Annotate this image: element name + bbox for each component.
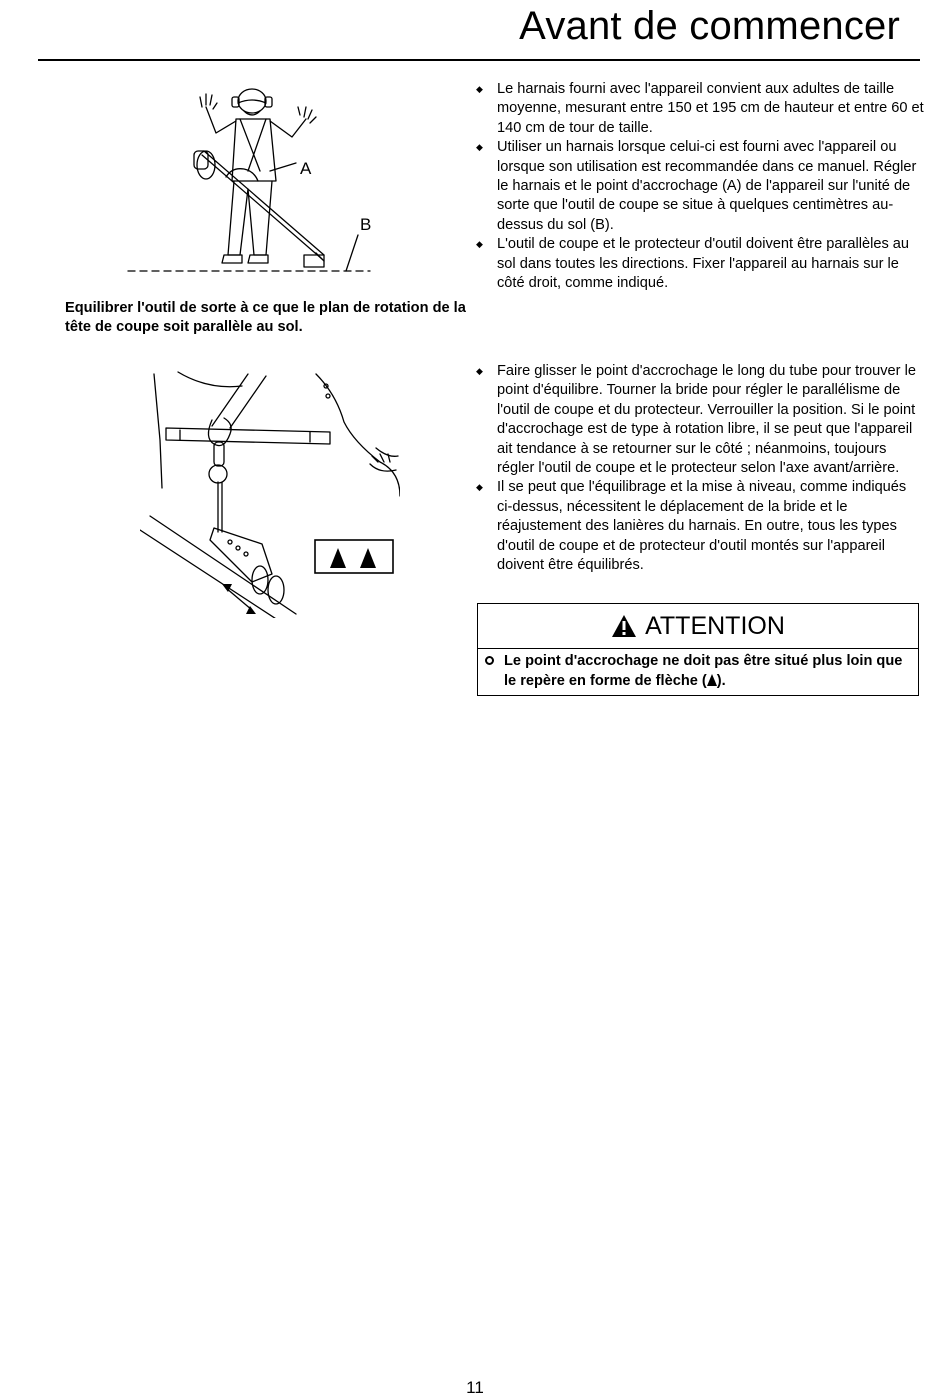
diamond-bullet-icon: ◆: [476, 239, 483, 250]
arrow-mark-box: [315, 540, 393, 573]
page-title: Avant de commencer: [519, 4, 900, 48]
list-item: ◆ Le harnais fourni avec l'appareil convient aux adultes de taille moyenne, mesurant entre 150 et 195 cm de hauteur et entre 60 et 140 cm de tour de taille.: [476, 81, 924, 136]
warning-triangle-icon: [611, 614, 637, 638]
title-rule: [38, 59, 920, 61]
figure-caption: Equilibrer l'outil de sorte à ce que le plan de rotation de la tête de coupe soit parallèle au sol.: [65, 300, 466, 335]
operator-trimmer-illustration: [120, 85, 380, 290]
page-number: 11: [466, 1378, 484, 1397]
attention-text: Le point d'accrochage ne doit pas être situé plus loin que le repère en forme de flèche ( ).: [478, 649, 918, 691]
label-a: A: [300, 159, 312, 178]
diamond-bullet-icon: ◆: [476, 84, 483, 94]
diamond-bullet-icon: ◆: [476, 142, 483, 153]
list-item: ◆ Utiliser un harnais lorsque celui-ci est fourni avec l'appareil ou lorsque son utilisation est recommandée dans ce manuel. Régler le harnais et le point d'accrochage (A) de l'appareil sur l'unité de sorte que l'outil de coupe se situe à quelques centimètres au-dessus du sol (B).: [476, 139, 917, 233]
arrow-mark-icon: [707, 674, 717, 686]
bullet-list-bottom: [476, 362, 924, 575]
bullet-list-top: [476, 80, 924, 293]
diamond-bullet-icon: ◆: [476, 482, 483, 493]
attention-box: [477, 603, 919, 696]
list-item: ◆ Il se peut que l'équilibrage et la mise à niveau, comme indiqués ci-dessus, nécessitent le déplacement de la bride et le réajustement des lanières du harnais. En outre, tous les types d'outil de coupe et de protecteur d'outil montés sur l'appareil doivent être équilibrés.: [476, 479, 907, 574]
attention-title: ATTENTION: [645, 611, 785, 640]
label-b: B: [360, 215, 372, 234]
attention-header: [478, 604, 918, 649]
list-item: ◆ Faire glisser le point d'accrochage le long du tube pour trouver le point d'équilibre. Tourner la bride pour régler le parallélisme de l'outil de coupe et du protecteur. Verrouiller la position. Si le point d'accrochage est de type à rotation libre, il se peut que l'appareil ait tendance à se retourner sur le côté ; néanmoins, toujours régler l'outil de coupe et le protecteur selon l'axe avant/arrière.: [476, 363, 916, 477]
diamond-bullet-icon: ◆: [476, 366, 483, 376]
list-item: ◆ L'outil de coupe et le protecteur d'outil doivent être parallèles au sol dans toutes les directions. Fixer l'appareil au harnais sur le côté droit, comme indiqué.: [476, 236, 910, 292]
harness-hook-illustration: [140, 368, 400, 618]
circle-bullet-icon: [485, 656, 494, 665]
